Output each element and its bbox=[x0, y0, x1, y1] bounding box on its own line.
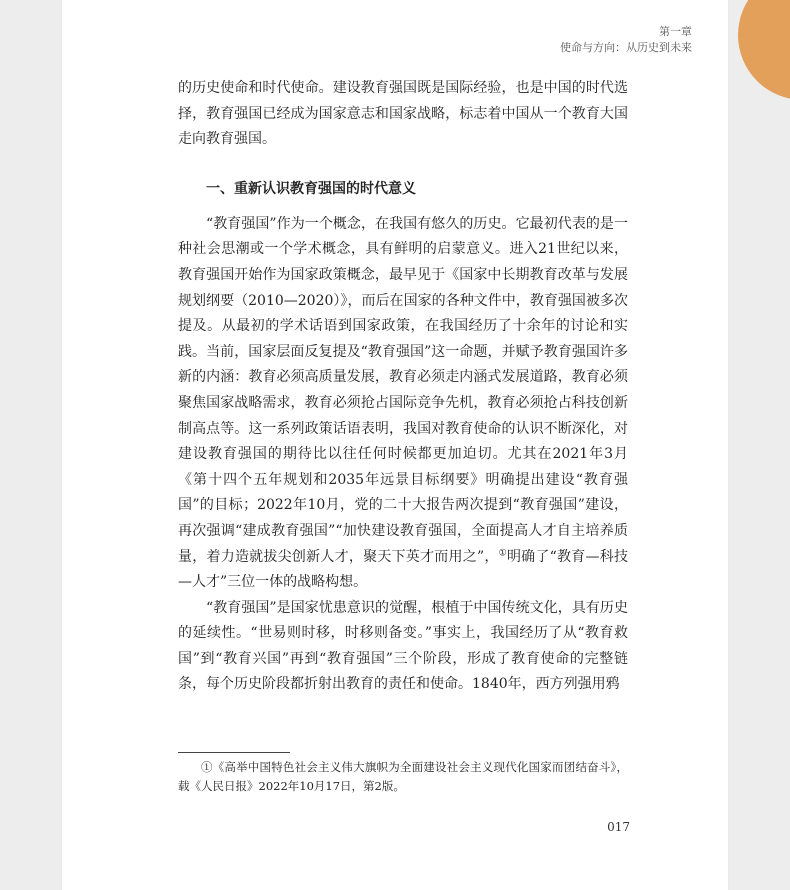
main-text bbox=[178, 76, 628, 698]
running-header bbox=[560, 24, 692, 56]
footnote-divider bbox=[178, 752, 290, 753]
paragraph-1-text-end: 明确了“教育—科技—人才”三位一体的战略构想。 bbox=[178, 548, 628, 591]
chapter-subtitle: 使命与方向：从历史到未来 bbox=[560, 41, 692, 54]
page-number: 017 bbox=[607, 820, 630, 834]
footnote bbox=[178, 758, 628, 796]
paragraph-2: “教育强国”是国家忧患意识的觉醒，根植于中国传统文化，具有历史的延续性。“世易则时移，时移则备变。”事实上，我国经历了从“教育救国”到“教育兴国”再到“教育强国”三个阶段，形成了教育使命的完整链条，每个历史阶段都折射出教育的责任和使命。1840年，西方列强用鸦 bbox=[178, 599, 628, 693]
chapter-label: 第一章 bbox=[659, 25, 692, 38]
footnote-reference[interactable]: ① bbox=[498, 547, 507, 558]
paragraph-1-text: “教育强国”作为一个概念，在我国有悠久的历史。它最初代表的是一种社会思潮或一个学术概念，具有鲜明的启蒙意义。进入21世纪以来，教育强国开始作为国家政策概念，最早见于《国家中长期教育改革与发展规划纲要（2010—2020）》，而后在国家的各种文件中，教育强国被多次提及。从最初的学术话语到国家政策，在我国经历了十余年的讨论和实践。当前，国家层面反复提及“教育强国”这一命题，并赋予教育强国许多新的内涵：教育必须高质量发展，教育必须走内涵式发展道路，教育必须聚焦国家战略需求，教育必须抢占国际竞争先机，教育必须抢占科技创新制高点等。这一系列政策话语表明，我国对教育使命的认识不断深化，对建设教育强国的期待比以往任何时候都更加迫切。尤其在2021年3月《第十四个五年规划和2035年远景目标纲要》明确提出建设“教育强国”的目标；2022年10月，党的二十大报告两次提到“教育强国”建设，再次强调“建成教育强国”“加快建设教育强国，全面提高人才自主培养质量，着力造就拔尖创新人才，聚天下英才而用之”， bbox=[178, 215, 628, 565]
paragraph-1 bbox=[178, 212, 628, 596]
decorative-orange-circle bbox=[738, 0, 790, 100]
footnote-text: ①《高举中国特色社会主义伟大旗帜为全面建设社会主义现代化国家而团结奋斗》，载《人民日报》2022年10月17日，第2版。 bbox=[178, 760, 628, 793]
section-heading: 一、重新认识教育强国的时代意义 bbox=[206, 180, 416, 197]
continuation-paragraph: 的历史使命和时代使命。建设教育强国既是国际经验，也是中国的时代选择，教育强国已经成为国家意志和国家战略，标志着中国从一个教育大国走向教育强国。 bbox=[178, 80, 628, 148]
